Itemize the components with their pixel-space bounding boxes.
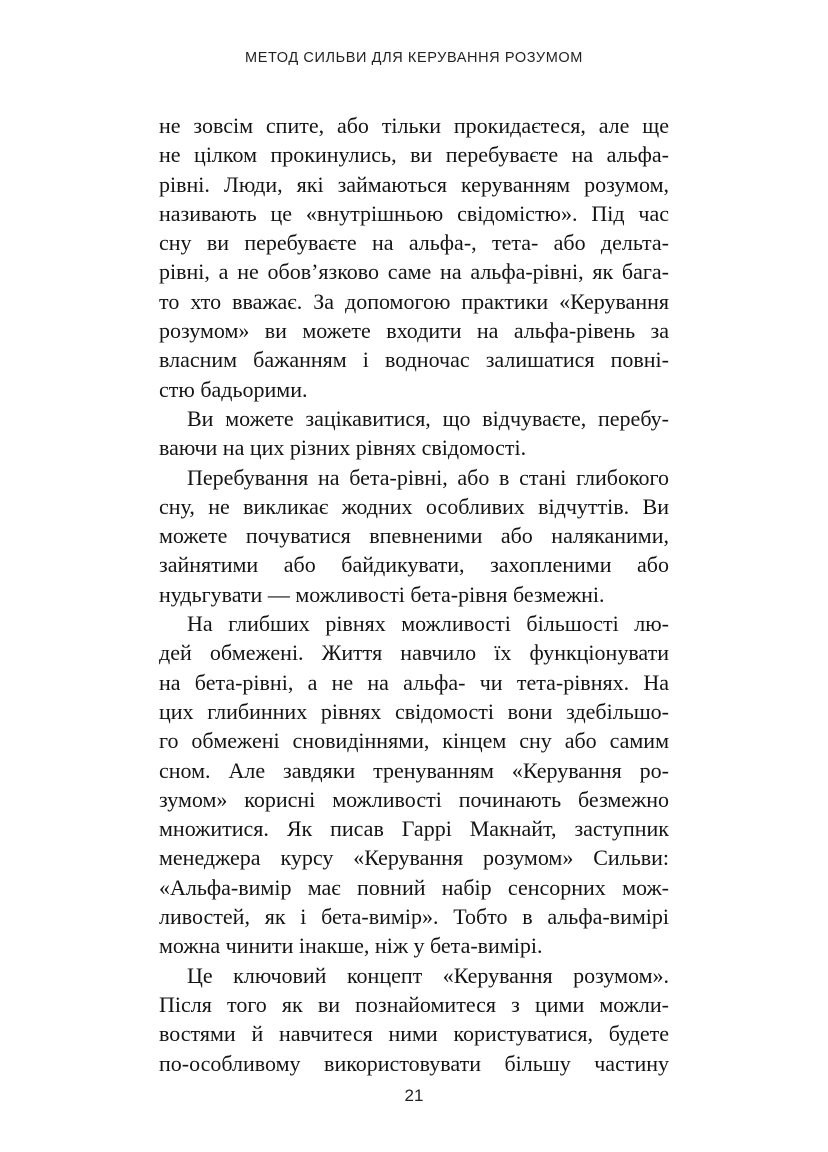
paragraph-line: «Альфа-вимір має повний набір сенсорних мож- — [159, 874, 669, 900]
paragraph-line: розумом» ви можете входити на альфа-рівень за — [159, 318, 669, 344]
paragraph-line: Ви можете зацікавитися, що відчуваєте, перебу- — [187, 405, 669, 431]
paragraph-line: сну ви перебуваєте на альфа-, тета- або дельта- — [159, 230, 669, 256]
paragraph-line: го обмежені сновидіннями, кінцем сну або самим — [159, 728, 669, 754]
paragraph-line: рівні, а не обов’язково саме на альфа-рівні, як бага- — [159, 259, 669, 285]
paragraph-line: Перебування на бета-рівні, або в стані глибокого — [187, 464, 669, 490]
paragraph-line: ваючи на цих різних рівнях свідомості. — [159, 435, 527, 461]
paragraph-line: можете почуватися впевненими або наляканими, — [159, 523, 669, 549]
paragraph-line: можна чинити інакше, ніж у бета-вимірі. — [159, 933, 543, 959]
running-head: МЕТОД СИЛЬВИ ДЛЯ КЕРУВАННЯ РОЗУМОМ — [245, 50, 583, 66]
page-number: 21 — [404, 1086, 424, 1105]
paragraph-line: востями й навчитеся ними користуватися, будете — [159, 1021, 669, 1047]
paragraph-line: рівні. Люди, які займаються керуванням розумом, — [159, 171, 669, 197]
paragraph-line: зайнятими або байдикувати, захопленими або — [159, 552, 669, 578]
paragraph-line: множитися. Як писав Гаррі Макнайт, заступник — [159, 816, 669, 842]
paragraph-line: дей обмежені. Життя навчило їх функціонувати — [159, 640, 669, 666]
paragraph-line: Це ключовий концепт «Керування розумом». — [187, 962, 669, 988]
paragraph-line: по-особливому використовувати більшу частину — [159, 1050, 669, 1076]
paragraph-line: на бета-рівні, а не на альфа- чи тета-рівнях. На — [159, 669, 669, 695]
paragraph-line: власним бажанням і водночас залишатися повні- — [159, 347, 669, 373]
paragraph-line: сном. Але завдяки тренуванням «Керування ро- — [159, 757, 669, 783]
paragraph-line: стю бадьорими. — [159, 376, 308, 402]
paragraph-line: то хто вважає. За допомогою практики «Керування — [159, 288, 669, 314]
paragraph-line: не зовсім спите, або тільки прокидаєтеся, але ще — [159, 113, 669, 138]
paragraph-line: менеджера курсу «Керування розумом» Сильви: — [159, 845, 669, 871]
paragraph-line: не цілком прокинулись, ви перебуваєте на альфа- — [159, 142, 669, 168]
paragraph-line: зумом» корисні можливості починають безмежно — [159, 786, 669, 812]
paragraph-line: ливостей, як і бета-вимір». Тобто в альфа-вимірі — [159, 904, 669, 930]
paragraph-line: сну, не викликає жодних особливих відчуттів. Ви — [159, 493, 669, 519]
paragraph-line: нудьгувати — можливості бета-рівня безмежні. — [159, 581, 605, 607]
paragraph-line: цих глибинних рівнях свідомості вони здебільшо- — [159, 698, 669, 724]
paragraph-line: На глибших рівнях можливості більшості лю- — [187, 611, 669, 637]
paragraph-line: Після того як ви познайомитеся з цими можли- — [159, 991, 669, 1017]
paragraph-line: називають це «внутрішньою свідомістю». Під час — [159, 200, 669, 226]
body-text — [159, 111, 669, 1078]
